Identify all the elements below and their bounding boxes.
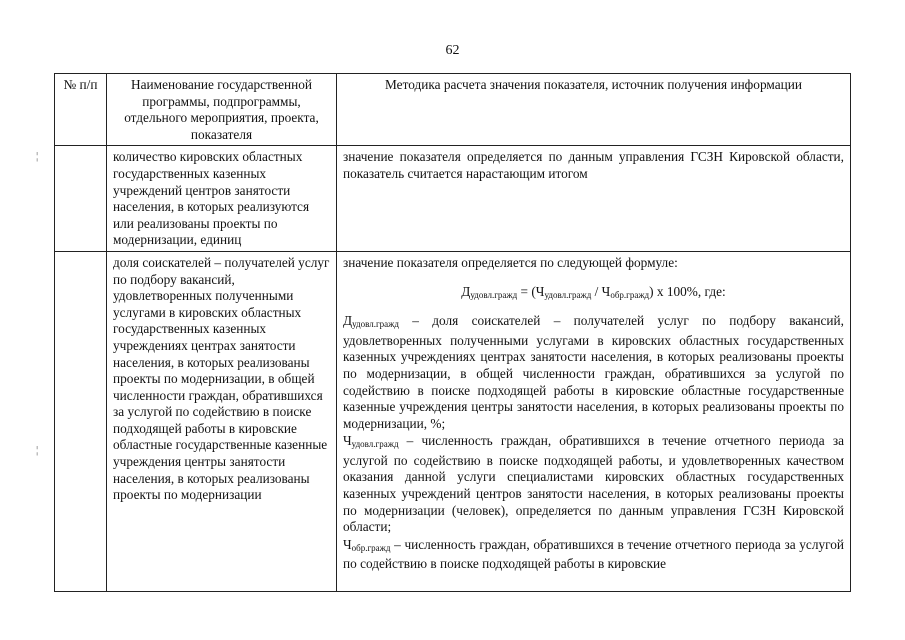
table-row [55, 146, 851, 252]
row-name: доля соискателей – получателей услуг по подбору вакансий, удовлетворенных полученными услугами в кировских областных государственных казенных учреждениях центрах занятости населения, в которых реализованы проекты по модернизации, в общей численности граждан, обратившихся за услугой по содействию в поиске подходящей работы в кировские областные государственные казенные учреждения центры занятости населения, в которых реализованы проекты по модернизации [107, 251, 337, 591]
row-number [55, 251, 107, 591]
header-name: Наименование государственной программы, подпрограммы, отдельного мероприятия, проекта, показателя [107, 74, 337, 146]
table-row [55, 251, 851, 591]
margin-mark: ¦ [36, 150, 39, 162]
header-method: Методика расчета значения показателя, источник получения информации [337, 74, 851, 146]
method-intro: значение показателя определяется по следующей формуле: [343, 254, 678, 270]
margin-mark: ¦ [36, 444, 39, 456]
definition-share: $Д_{удовл.гражд}$ – доля соискателей – получателей услуг по подбору вакансий, удовлетворенных полученными услугами в кировских областных государственных казенных учреждениях центрах занятости населения, в которых реализованы проекты по модернизации, в общей численности граждан, обратившихся за услугой по содействию в поиске подходящей работы в кировские областные государственные казенные учреждения центры занятости населения, в которых реализованы проекты по модернизации, %; [343, 313, 844, 431]
page-number: 62 [445, 43, 460, 58]
row-number [55, 146, 107, 252]
header-number: № п/п [55, 74, 107, 146]
table-header-row [55, 74, 851, 146]
indicator-table [54, 73, 851, 592]
row-name: количество кировских областных государственных казенных учреждений центров занятости населения, в которых реализуются или реализованы проекты по модернизации, единиц [107, 146, 337, 252]
definition-satisfied: $Ч_{удовл.гражд}$ – численность граждан, обратившихся в течение отчетного периода за услугой по содействию в поиске подходящей работы, и удовлетворенных качеством оказания данной услуги специалистами кировских областных государственных казенных учреждений центров занятости населения, в которых реализованы проекты по модернизации (человек), определяется по данным управления ГСЗН Кировской области; [343, 433, 844, 535]
formula: $Д_{удовл.гражд} = (Ч_{удовл.гражд} / Ч_{обр.гражд})$ х 100%, где: [461, 283, 726, 300]
definition-applied: $Ч_{обр.гражд}$ – численность граждан, обратившихся в течение отчетного периода за услугой по содействию в поиске подходящей работы в кировские [343, 536, 844, 572]
row-method: значение показателя определяется по данным управления ГСЗН Кировской области, показатель считается нарастающим итогом [337, 146, 851, 252]
row-method [337, 251, 851, 591]
